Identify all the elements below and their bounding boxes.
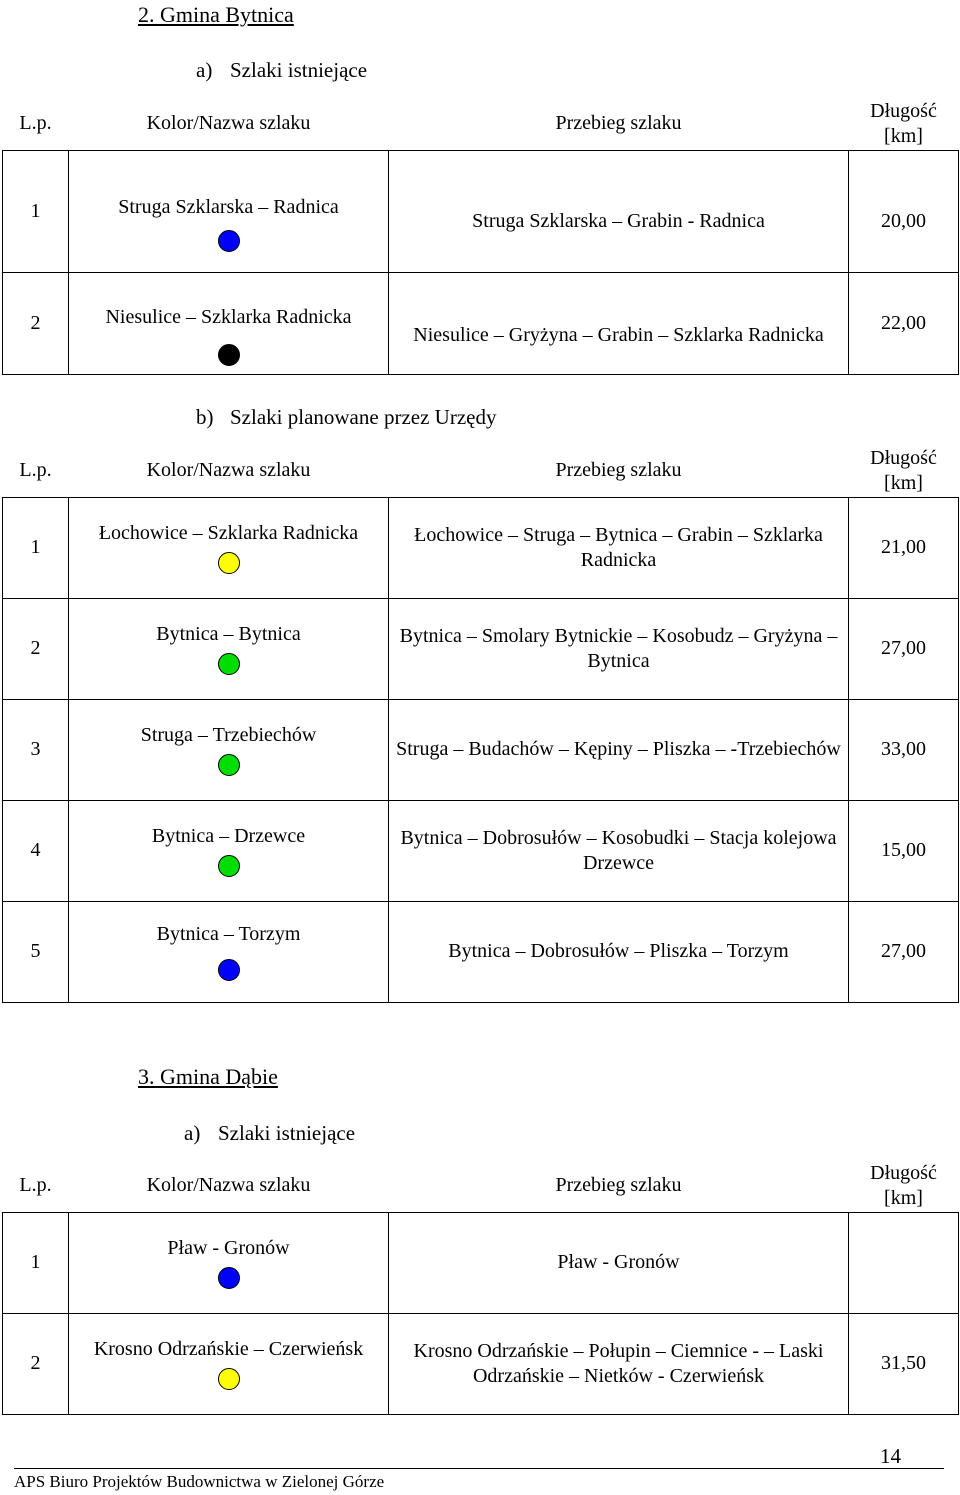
- header-route: Przebieg szlaku: [389, 1160, 849, 1212]
- subsection-label: Szlaki planowane przez Urzędy: [230, 405, 497, 429]
- table-header-row: [3, 445, 959, 497]
- table-row: [3, 699, 959, 800]
- row-lp: 1: [3, 150, 69, 272]
- section-title-gmina-dabie: 3. Gmina Dąbie: [138, 1064, 278, 1089]
- row-lp: 2: [3, 1313, 69, 1414]
- header-name: Kolor/Nazwa szlaku: [69, 98, 389, 150]
- row-lp: 2: [3, 598, 69, 699]
- trail-name: Bytnica – Bytnica: [156, 623, 301, 645]
- header-lp: L.p.: [3, 445, 69, 497]
- header-lp: L.p.: [3, 1160, 69, 1212]
- row-length: 15,00: [849, 800, 959, 901]
- row-name-cell: [69, 901, 389, 1002]
- row-length: 20,00: [849, 150, 959, 272]
- row-name-cell: [69, 150, 389, 272]
- row-route: Pław - Gronów: [389, 1212, 849, 1313]
- row-route: Bytnica – Dobrosułów – Pliszka – Torzym: [389, 901, 849, 1002]
- row-lp: 3: [3, 699, 69, 800]
- trail-name: Pław - Gronów: [167, 1237, 290, 1259]
- row-length: 22,00: [849, 272, 959, 374]
- subsection-title-planned: [196, 405, 496, 430]
- subsection-marker: a): [196, 58, 213, 82]
- subsection-marker: b): [196, 405, 214, 429]
- trail-name: Niesulice – Szklarka Radnicka: [105, 305, 352, 328]
- header-name: Kolor/Nazwa szlaku: [69, 445, 389, 497]
- row-length: [849, 1212, 959, 1313]
- trail-name: Bytnica – Torzym: [156, 923, 301, 945]
- subsection-title-existing: [196, 58, 367, 83]
- table-header-row: [3, 98, 959, 150]
- table-row: [3, 150, 959, 272]
- row-length: 33,00: [849, 699, 959, 800]
- table-row: [3, 598, 959, 699]
- trail-name: Struga – Trzebiechów: [140, 724, 317, 746]
- table-row: [3, 901, 959, 1002]
- section-title-gmina-bytnica: 2. Gmina Bytnica: [138, 2, 294, 27]
- row-lp: 2: [3, 272, 69, 374]
- subsection-label: Szlaki istniejące: [218, 1121, 356, 1145]
- row-length: 31,50: [849, 1313, 959, 1414]
- row-route: Bytnica – Smolary Bytnickie – Kosobudz – Gryżyna – Bytnica: [389, 598, 849, 699]
- row-lp: 1: [3, 497, 69, 598]
- table-row: [3, 1212, 959, 1313]
- row-name-cell: [69, 272, 389, 374]
- row-length: 27,00: [849, 901, 959, 1002]
- header-length: Długość [km]: [849, 445, 959, 497]
- table-row: [3, 272, 959, 374]
- footer-text: APS Biuro Projektów Budownictwa w Zielonej Górze: [14, 1472, 385, 1491]
- table-header-row: [3, 1160, 959, 1212]
- subsection-marker: a): [184, 1121, 201, 1145]
- subsection-label: Szlaki istniejące: [230, 58, 368, 82]
- header-name: Kolor/Nazwa szlaku: [69, 1160, 389, 1212]
- row-length: 27,00: [849, 598, 959, 699]
- trails-table-bytnica-existing: [2, 98, 959, 375]
- trail-color-marker-icon: [218, 344, 240, 366]
- trail-color-marker-icon: [218, 855, 240, 877]
- header-length: Długość [km]: [849, 1160, 959, 1212]
- row-lp: 4: [3, 800, 69, 901]
- row-route: Niesulice – Gryżyna – Grabin – Szklarka Radnicka: [389, 272, 849, 374]
- header-route: Przebieg szlaku: [389, 445, 849, 497]
- table-row: [3, 497, 959, 598]
- row-route: Krosno Odrzańskie – Połupin – Ciemnice - – Laski Odrzańskie – Nietków - Czerwieńsk: [389, 1313, 849, 1414]
- row-route: Łochowice – Struga – Bytnica – Grabin – Szklarka Radnicka: [389, 497, 849, 598]
- header-length: Długość [km]: [849, 98, 959, 150]
- row-name-cell: [69, 1313, 389, 1414]
- header-lp: L.p.: [3, 98, 69, 150]
- row-name-cell: [69, 598, 389, 699]
- row-length: 21,00: [849, 497, 959, 598]
- trail-name: Krosno Odrzańskie – Czerwieńsk: [93, 1338, 364, 1360]
- row-lp: 5: [3, 901, 69, 1002]
- trail-color-marker-icon: [218, 1368, 240, 1390]
- trail-color-marker-icon: [218, 1267, 240, 1289]
- table-row: [3, 800, 959, 901]
- trail-color-marker-icon: [218, 959, 240, 981]
- trails-table-bytnica-planned: [2, 445, 959, 1003]
- trail-color-marker-icon: [218, 552, 240, 574]
- trail-color-marker-icon: [218, 230, 240, 252]
- row-route: Struga Szklarska – Grabin - Radnica: [389, 150, 849, 272]
- row-name-cell: [69, 699, 389, 800]
- footer-divider: [14, 1468, 944, 1469]
- header-route: Przebieg szlaku: [389, 98, 849, 150]
- trails-table-dabie-existing: [2, 1160, 959, 1415]
- trail-name: Struga Szklarska – Radnica: [118, 195, 339, 218]
- trail-name: Łochowice – Szklarka Radnicka: [98, 522, 359, 544]
- trail-color-marker-icon: [218, 754, 240, 776]
- row-name-cell: [69, 1212, 389, 1313]
- trail-name: Bytnica – Drzewce: [151, 825, 306, 847]
- row-name-cell: [69, 497, 389, 598]
- subsection-title-existing: [184, 1121, 355, 1146]
- row-route: Struga – Budachów – Kępiny – Pliszka – -Trzebiechów: [389, 699, 849, 800]
- table-row: [3, 1313, 959, 1414]
- row-route: Bytnica – Dobrosułów – Kosobudki – Stacja kolejowa Drzewce: [389, 800, 849, 901]
- row-lp: 1: [3, 1212, 69, 1313]
- trail-color-marker-icon: [218, 653, 240, 675]
- row-name-cell: [69, 800, 389, 901]
- page-number: 14: [880, 1444, 901, 1468]
